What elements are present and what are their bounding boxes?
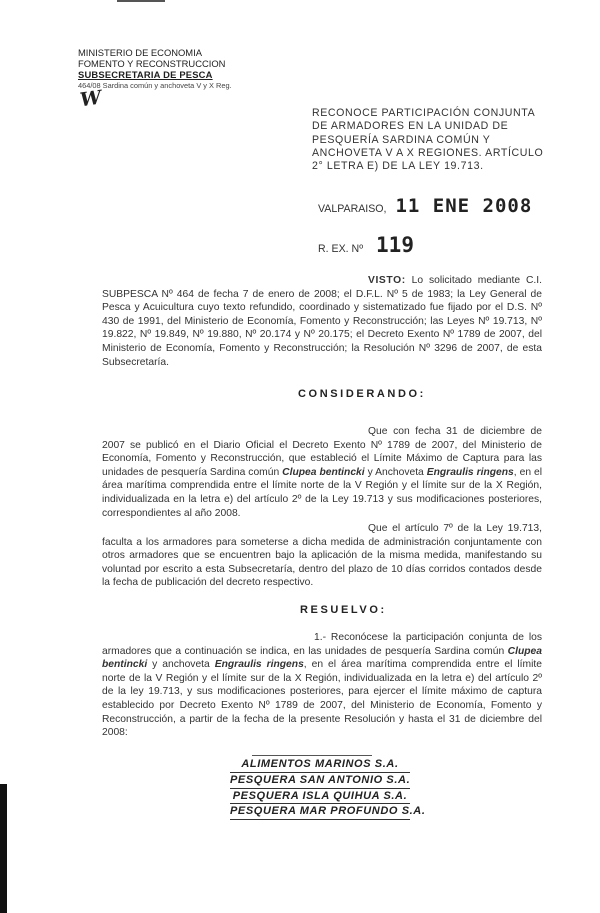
reference-line: 464/08 Sardina común y anchoveta V y X Reg. bbox=[78, 81, 232, 90]
date-stamp: 11 ENE 2008 bbox=[395, 195, 533, 217]
subsecretaria-line: SUBSECRETARIA DE PESCA bbox=[78, 69, 213, 80]
resuelvo-text-1a: 1.- Reconócese la participación conjunta de los armadores que a continuación se indica, en las unidades de pesquería Sardina común bbox=[102, 632, 542, 657]
species-name: Engraulis ringens bbox=[426, 466, 514, 478]
city-label: VALPARAISO, bbox=[318, 203, 387, 215]
company-list-top-rule bbox=[252, 755, 372, 756]
ministry-line-2: FOMENTO Y RECONSTRUCCION bbox=[78, 58, 226, 69]
resuelvo-text-1c: , en el área marítima comprendida entre el límite norte de la V Región y el límite sur de la X Región, individualizada en la letra e) del artículo 2º de la ley 19.713, y sus modificaciones posteriores, para ejercer el límite máximo de captura establecido por Decreto Exento Nº 1789 de 2007, del Ministerio de Economía, Fomento y Reconstrucción, a partir de la fecha de la presente Resolución y hasta el 31 de diciembre del 2008: bbox=[102, 659, 542, 739]
company-name: PESQUERA SAN ANTONIO S.A. bbox=[230, 773, 410, 789]
resuelvo-heading bbox=[300, 604, 500, 618]
considerando-text-2: Que el artículo 7º de la Ley 19.713, faculta a los armadores para someterse a dicha medida de administración conjuntamente con otros armadores que se encuentren bajo la aplicación de la misma medida, manifestando su voluntad por escrito a esta Subsecretaría, dentro del plazo de 10 días corridos contados desde la fecha de publicación del decreto respectivo. bbox=[102, 523, 542, 589]
ministry-line: MINISTERIO DE ECONOMIA bbox=[78, 47, 202, 58]
handwritten-initials: W bbox=[78, 86, 103, 112]
considerando-label: CONSIDERANDO: bbox=[298, 388, 426, 400]
company-name: ALIMENTOS MARINOS S.A. bbox=[230, 757, 410, 773]
company-name: PESQUERA MAR PROFUNDO S.A. bbox=[230, 804, 410, 820]
rex-label: R. EX. Nº bbox=[318, 243, 364, 255]
visto-section bbox=[102, 274, 542, 369]
scan-artifact-line bbox=[117, 0, 165, 2]
letterhead bbox=[78, 47, 232, 91]
resuelvo-paragraph-1 bbox=[102, 631, 542, 740]
considerando-text-1a: Que con fecha 31 de diciembre de 2007 se publicó en el Diario Oficial el Decreto Exento Nº 1789 de 2007, del Ministerio de Economía, Fomento y Reconstrucción, que estableció el Límite Máximo de Captura para las unidades de pesquería Sardina común bbox=[102, 426, 542, 478]
dateline bbox=[318, 195, 532, 217]
visto-label: VISTO: bbox=[368, 275, 406, 286]
considerando-paragraph-1 bbox=[102, 425, 542, 520]
scan-edge-bar bbox=[0, 784, 7, 913]
company-name: PESQUERA ISLA QUIHUA S.A. bbox=[230, 789, 410, 805]
resuelvo-label: RESUELVO: bbox=[300, 604, 387, 616]
considerando-heading bbox=[298, 388, 498, 402]
considerando-paragraph-2 bbox=[102, 522, 542, 590]
species-name: Clupea bentincki bbox=[102, 645, 542, 671]
rex-number: 119 bbox=[376, 233, 414, 257]
resolution-number bbox=[318, 233, 414, 257]
species-name: Clupea bentincki bbox=[282, 466, 365, 478]
resuelvo-text-1b: y anchoveta bbox=[147, 659, 215, 671]
visto-text: Lo solicitado mediante C.I. SUBPESCA Nº 464 de fecha 7 de enero de 2008; el D.F.L. Nº 5 de 1983; la Ley General de Pesca y Acuicultura cuyo texto refundido, coordinado y sistematizado fue fijado por el D.S. Nº 430 de 1991, del Ministerio de Economía, Fomento y Reconstrucción; las Leyes Nº 19.713, Nº 19.822, Nº 19.849, Nº 19.880, Nº 20.174 y Nº 20.175; el Decreto Exento Nº 1789 de 2007, del Ministerio de Economía, Fomento y Reconstrucción; la Resolución Nº 3296 de 2007, de esta Subsecretaría. bbox=[102, 275, 542, 368]
considerando-text-1c: , en el área marítima comprendida entre el límite norte de la V Región y el límite sur de la X Región, individualizada en la letra e) del artículo 2º de la Ley 19.713 y sus modificaciones posteriores, correspondientes al año 2008. bbox=[102, 466, 543, 519]
species-name: Engraulis ringens bbox=[214, 659, 304, 671]
document-subject: RECONOCE PARTICIPACIÓN CONJUNTA DE ARMADORES EN LA UNIDAD DE PESQUERÍA SARDINA COMÚN Y ANCHOVETA V A X REGIONES. ARTÍCULO 2° LETRA E) DE LA LEY 19.713. bbox=[312, 107, 544, 173]
company-list bbox=[230, 757, 426, 820]
considerando-text-1b: y Anchoveta bbox=[364, 466, 427, 478]
